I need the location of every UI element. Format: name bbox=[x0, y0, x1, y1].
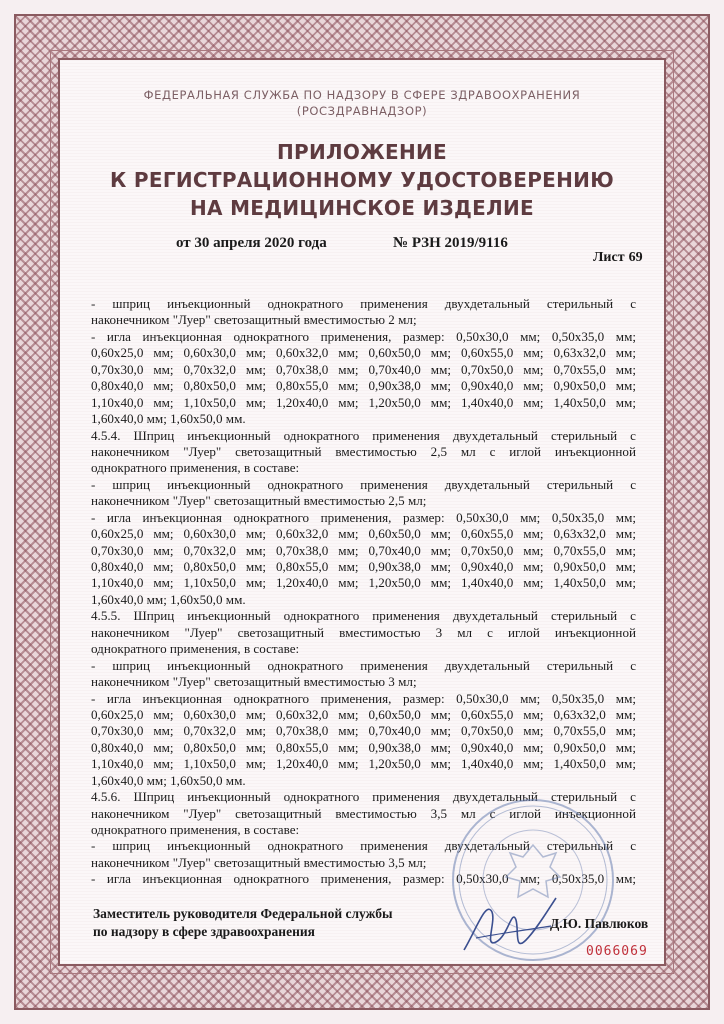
body-line: - игла инъекционная однократного применения, размер: 0,50х30,0 мм; 0,50х35,0 мм; bbox=[91, 871, 636, 887]
registration-number: № РЗН 2019/9116 bbox=[393, 235, 508, 251]
body-line: 1,60х40,0 мм; 1,60х50,0 мм. bbox=[91, 591, 246, 607]
body-line: наконечником "Луер" светозащитный вместимостью 2,5 мл с иглой инъекционной bbox=[91, 443, 636, 459]
body-line: 1,60х40,0 мм; 1,60х50,0 мм. bbox=[91, 772, 246, 788]
sheet-label: Лист bbox=[593, 250, 625, 265]
signer-title-line-1: Заместитель руководителя Федеральной службы bbox=[93, 906, 393, 921]
body-line: однократного применения, в составе: bbox=[91, 641, 300, 657]
agency-name: ФЕДЕРАЛЬНАЯ СЛУЖБА ПО НАДЗОРУ В СФЕРЕ ЗДРАВООХРАНЕНИЯ bbox=[143, 88, 581, 102]
title-line-3: НА МЕДИЦИНСКОЕ ИЗДЕЛИЕ bbox=[189, 196, 534, 220]
body-line: 0,60х25,0 мм; 0,60х30,0 мм; 0,60х32,0 мм; 0,60х50,0 мм; 0,60х55,0 мм; 0,63х32,0 мм; bbox=[91, 706, 636, 722]
signer-name: Д.Ю. Павлюков bbox=[550, 916, 649, 931]
body-line: 0,70х30,0 мм; 0,70х32,0 мм; 0,70х38,0 мм; 0,70х40,0 мм; 0,70х50,0 мм; 0,70х55,0 мм; bbox=[91, 542, 636, 558]
sheet-value: 69 bbox=[628, 250, 643, 265]
signer-title bbox=[93, 905, 393, 941]
body-line: 4.5.5. Шприц инъекционный однократного применения двухдетальный стерильный с bbox=[91, 608, 636, 624]
signer-title-line-2: по надзору в сфере здравоохранения bbox=[93, 924, 315, 939]
body-line: наконечником "Луер" светозащитный вместимостью 3,5 мл; bbox=[91, 854, 427, 870]
body-line: - шприц инъекционный однократного применения двухдетальный стерильный с bbox=[91, 296, 636, 311]
body-line: - шприц инъекционный однократного применения двухдетальный стерильный с bbox=[91, 657, 636, 673]
body-line: 4.5.6. Шприц инъекционный однократного применения двухдетальный стерильный с bbox=[91, 789, 636, 805]
body-line: 0,70х30,0 мм; 0,70х32,0 мм; 0,70х38,0 мм; 0,70х40,0 мм; 0,70х50,0 мм; 0,70х55,0 мм; bbox=[91, 723, 636, 739]
body-line: наконечником "Луер" светозащитный вместимостью 3,5 мл с иглой инъекционной bbox=[91, 805, 636, 821]
body-line: - шприц инъекционный однократного применения двухдетальный стерильный с bbox=[91, 476, 636, 492]
body-line: - шприц инъекционный однократного применения двухдетальный стерильный с bbox=[91, 838, 636, 854]
body-line: - игла инъекционная однократного применения, размер: 0,50х30,0 мм; 0,50х35,0 мм; bbox=[91, 690, 636, 706]
body-line: - игла инъекционная однократного применения, размер: 0,50х30,0 мм; 0,50х35,0 мм; bbox=[91, 328, 636, 344]
body-line: 0,80х40,0 мм; 0,80х50,0 мм; 0,80х55,0 мм; 0,90х38,0 мм; 0,90х40,0 мм; 0,90х50,0 мм; bbox=[91, 559, 636, 574]
body-line: наконечником "Луер" светозащитный вместимостью 2,5 мл; bbox=[91, 493, 427, 509]
body-line: наконечником "Луер" светозащитный вместимостью 2 мл; bbox=[91, 312, 417, 328]
body-line: наконечником "Луер" светозащитный вместимостью 3 мл с иглой инъекционной bbox=[91, 624, 636, 640]
body-line: 0,60х25,0 мм; 0,60х30,0 мм; 0,60х32,0 мм; 0,60х50,0 мм; 0,60х55,0 мм; 0,63х32,0 мм; bbox=[91, 526, 636, 542]
body-line: 0,80х40,0 мм; 0,80х50,0 мм; 0,80х55,0 мм; 0,90х38,0 мм; 0,90х40,0 мм; 0,90х50,0 мм; bbox=[91, 739, 636, 755]
title-line-1: ПРИЛОЖЕНИЕ bbox=[276, 140, 448, 164]
body-line: наконечником "Луер" светозащитный вместимостью 3 мл; bbox=[91, 674, 417, 690]
agency-abbreviation: (РОСЗДРАВНАДЗОР) bbox=[296, 104, 428, 118]
sheet-number bbox=[593, 250, 643, 266]
body-line: 1,10х40,0 мм; 1,10х50,0 мм; 1,20х40,0 мм; 1,20х50,0 мм; 1,40х40,0 мм; 1,40х50,0 мм; bbox=[91, 394, 636, 410]
body-line: 0,70х30,0 мм; 0,70х32,0 мм; 0,70х38,0 мм; 0,70х40,0 мм; 0,70х50,0 мм; 0,70х55,0 мм; bbox=[91, 361, 636, 377]
body-line: 0,80х40,0 мм; 0,80х50,0 мм; 0,80х55,0 мм; 0,90х38,0 мм; 0,90х40,0 мм; 0,90х50,0 мм; bbox=[91, 378, 636, 394]
body-line: 1,60х40,0 мм; 1,60х50,0 мм. bbox=[91, 411, 246, 427]
body-line: 1,10х40,0 мм; 1,10х50,0 мм; 1,20х40,0 мм; 1,20х50,0 мм; 1,40х40,0 мм; 1,40х50,0 мм; bbox=[91, 575, 636, 591]
body-line: 0,60х25,0 мм; 0,60х30,0 мм; 0,60х32,0 мм; 0,60х50,0 мм; 0,60х55,0 мм; 0,63х32,0 мм; bbox=[91, 345, 636, 361]
issue-date: от 30 апреля 2020 года bbox=[176, 235, 327, 251]
serial-number: 0066069 bbox=[586, 944, 648, 959]
body-line: - игла инъекционная однократного применения, размер: 0,50х30,0 мм; 0,50х35,0 мм; bbox=[91, 509, 636, 525]
body-line: 4.5.4. Шприц инъекционный однократного применения двухдетальный стерильный с bbox=[91, 427, 636, 443]
body-line: однократного применения, в составе: bbox=[91, 822, 300, 837]
title-line-2: К РЕГИСТРАЦИОННОМУ УДОСТОВЕРЕНИЮ bbox=[110, 168, 614, 192]
body-line: однократного применения, в составе: bbox=[91, 460, 300, 476]
body-line: 1,10х40,0 мм; 1,10х50,0 мм; 1,20х40,0 мм; 1,20х50,0 мм; 1,40х40,0 мм; 1,40х50,0 мм; bbox=[91, 756, 636, 772]
